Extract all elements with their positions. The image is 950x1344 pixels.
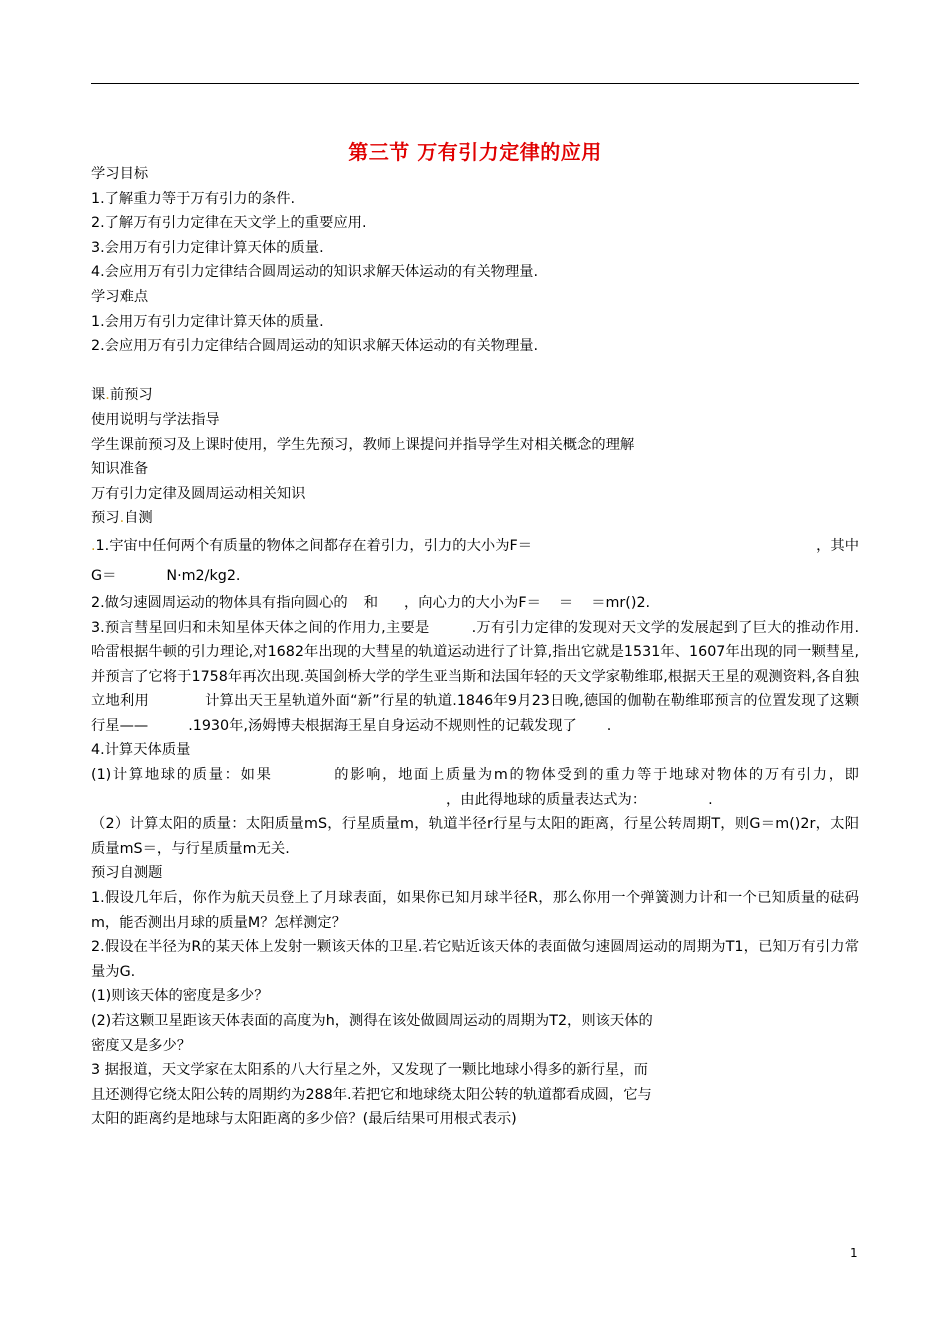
header-rule <box>91 83 859 84</box>
exercise-3-cont: 太阳的距离约是地球与太阳距离的多少倍？(最后结果可用根式表示) <box>91 1111 517 1128</box>
question-1: .1.宇宙中任何两个有质量的物体之间都存在着引力，引力的大小为F＝ ，其中 <box>91 537 859 554</box>
knowledge-heading: 知识准备 <box>91 461 149 478</box>
question-4-heading: 4.计算天体质量 <box>91 742 191 759</box>
usage-text: 学生课前预习及上课时使用，学生先预习，教师上课提问并指导学生对相关概念的理解 <box>91 436 635 453</box>
difficulty-item: 1.会用万有引力定律计算天体的质量. <box>91 313 324 330</box>
question-4-part-1: (1)计算地球的质量：如果 的影响，地面上质量为m的物体受到的重力等于地球对物体的万有引力，即，由此得地球的质量表达式为： . <box>91 767 859 808</box>
objectives-heading: 学习目标 <box>91 166 149 182</box>
objective-item: 2.了解万有引力定律在天文学上的重要应用. <box>91 215 367 232</box>
exercise-2-part-2-cont: 密度又是多少？ <box>91 1037 192 1054</box>
objective-item: 3.会用万有引力定律计算天体的质量. <box>91 239 324 256</box>
exercise-1: 1.假设几年后，你作为航天员登上了月球表面，如果你已知月球半径R，那么你用一个弹簧测力计和一个已知质量的砝码m，能否测出月球的质量M？怎样测定？ <box>91 890 859 931</box>
question-4-part-2: （2）计算太阳的质量：太阳质量mS，行星质量m，轨道半径r行星与太阳的距离，行星公转周期T，则G＝m()2r，太阳质量mS＝，与行星质量m无关. <box>91 816 859 857</box>
preview-heading: 课.前预习 <box>91 387 153 404</box>
exercise-2: 2.假设在半径为R的某天体上发射一颗该天体的卫星.若它贴近该天体的表面做匀速圆周运动的周期为T1，已知万有引力常量为G. <box>91 939 859 980</box>
difficulties-heading: 学习难点 <box>91 288 149 305</box>
objective-item: 4.会应用万有引力定律结合圆周运动的知识求解天体运动的有关物理量. <box>91 264 539 281</box>
selftest-heading: 预习.自测 <box>91 510 153 527</box>
knowledge-text: 万有引力定律及圆周运动相关知识 <box>91 485 306 502</box>
paragraph-gap <box>91 359 859 384</box>
exercise-3-cont: 且还测得它绕太阳公转的周期约为288年.若把它和地球绕太阳公转的轨道都看成圆，它与 <box>91 1086 652 1103</box>
page-title: 第三节 万有引力定律的应用 <box>348 140 602 164</box>
question-1-constant: G＝ N·m2/kg2. <box>91 567 241 584</box>
document-body <box>91 162 859 1132</box>
difficulty-item: 2.会应用万有引力定律结合圆周运动的知识求解天体运动的有关物理量. <box>91 338 539 355</box>
usage-heading: 使用说明与学法指导 <box>91 411 220 428</box>
exercise-3: 3 据报道，天文学家在太阳系的八大行星之外，又发现了一颗比地球小得多的新行星，而 <box>91 1062 648 1079</box>
page-number: 1 <box>850 1246 858 1260</box>
question-3: 3.预言彗星回归和未知星体天体之间的作用力,主要是 .万有引力定律的发现对天文学的发展起到了巨大的推动作用.哈雷根据牛顿的引力理论,对1682年出现的大彗星的轨道运动进行了计算,指出它就是1531年、1607年出现的同一颗彗星,并预言了它将于1758年再次出现.英国剑桥大学的学生亚当斯和法国年轻的天文学家勒维耶,根据天王星的观测资料,各自独立地利用 计算出天王星轨道外面“新”行星的轨道.1846年9月23日晚,德国的伽勒在勒维耶预言的位置发现了这颗行星—— .1930年,汤姆博夫根据海王星自身运动不规则性的记载发现了 . <box>91 619 860 734</box>
exercises-heading: 预习自测题 <box>91 865 163 882</box>
exercise-2-part-1: (1)则该天体的密度是多少？ <box>91 988 269 1005</box>
question-2: 2.做匀速圆周运动的物体具有指向圆心的 和 ，向心力的大小为F＝ ＝ ＝mr()2. <box>91 594 651 611</box>
objective-item: 1.了解重力等于万有引力的条件. <box>91 190 296 207</box>
exercise-2-part-2: (2)若这颗卫星距该天体表面的高度为h，测得在该处做圆周运动的周期为T2，则该天体的 <box>91 1013 653 1029</box>
